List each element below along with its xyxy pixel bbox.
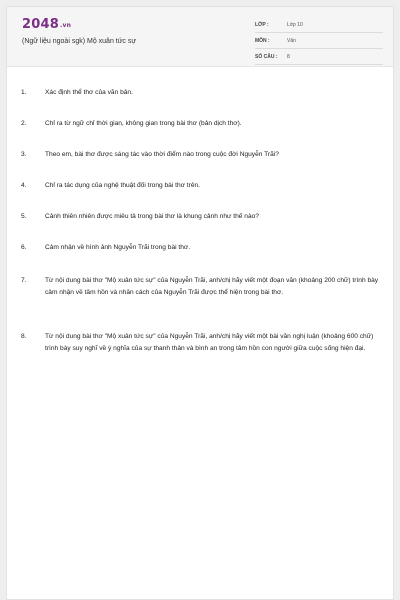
question-text: Xác định thể thơ của văn bản. bbox=[45, 89, 133, 96]
site-logo[interactable] bbox=[22, 17, 71, 32]
meta-label: SỐ CÂU : bbox=[255, 54, 278, 60]
question-text: Từ nội dung bài thơ "Mộ xuân tức sự" của Nguyễn Trãi, anh/chị hãy viết một đoạn văn (khoảng 200 chữ) trình bày cảm nhận về tâm hồn và nhân cách của Nguyễn Trãi được thể hiện trong bài thơ. bbox=[45, 277, 379, 296]
question-text: Chỉ ra từ ngữ chỉ thời gian, không gian trong bài thơ (bản dịch thơ). bbox=[45, 120, 242, 127]
question-number: 2. bbox=[21, 120, 27, 127]
meta-info bbox=[255, 19, 383, 67]
meta-label: LỚP : bbox=[255, 22, 269, 28]
meta-value: Lớp 10 bbox=[287, 22, 303, 28]
question-number: 6. bbox=[21, 244, 27, 251]
worksheet-header bbox=[7, 7, 393, 67]
question-number: 7. bbox=[21, 277, 27, 284]
question-text: Cảnh thiên nhiên được miêu tả trong bài thơ là khung cảnh như thế nào? bbox=[45, 213, 259, 220]
question-number: 1. bbox=[21, 89, 27, 96]
question-number: 8. bbox=[21, 333, 27, 340]
worksheet-page bbox=[6, 6, 394, 600]
meta-label: MÔN : bbox=[255, 38, 270, 44]
question-text: Cảm nhận về hình ảnh Nguyễn Trãi trong bài thơ. bbox=[45, 244, 191, 251]
question-text: Theo em, bài thơ được sáng tác vào thời điểm nào trong cuộc đời Nguyễn Trãi? bbox=[45, 151, 279, 158]
document-title: (Ngữ liệu ngoài sgk) Mộ xuân tức sự bbox=[22, 38, 137, 45]
question-number: 3. bbox=[21, 151, 27, 158]
question-number: 5. bbox=[21, 213, 27, 220]
question-text: Từ nội dung bài thơ "Mộ xuân tức sự" của Nguyễn Trãi, anh/chị hãy viết một bài văn nghị luận (khoảng 600 chữ) trình bày suy nghĩ về ý nghĩa của sự thanh thản và bình an trong tâm hồn con người giữa cuộc sống hiện đại. bbox=[45, 333, 374, 352]
meta-row-class bbox=[255, 19, 383, 33]
meta-row-question-count bbox=[255, 51, 383, 65]
logo-text: 2048 bbox=[22, 17, 59, 32]
question-number: 4. bbox=[21, 182, 27, 189]
logo-domain: .vn bbox=[59, 22, 72, 29]
meta-value: Văn bbox=[287, 38, 296, 44]
question-text: Chỉ ra tác dụng của nghệ thuật đối trong bài thơ trên. bbox=[45, 182, 200, 189]
meta-row-subject bbox=[255, 35, 383, 49]
meta-value: 8 bbox=[287, 54, 290, 60]
